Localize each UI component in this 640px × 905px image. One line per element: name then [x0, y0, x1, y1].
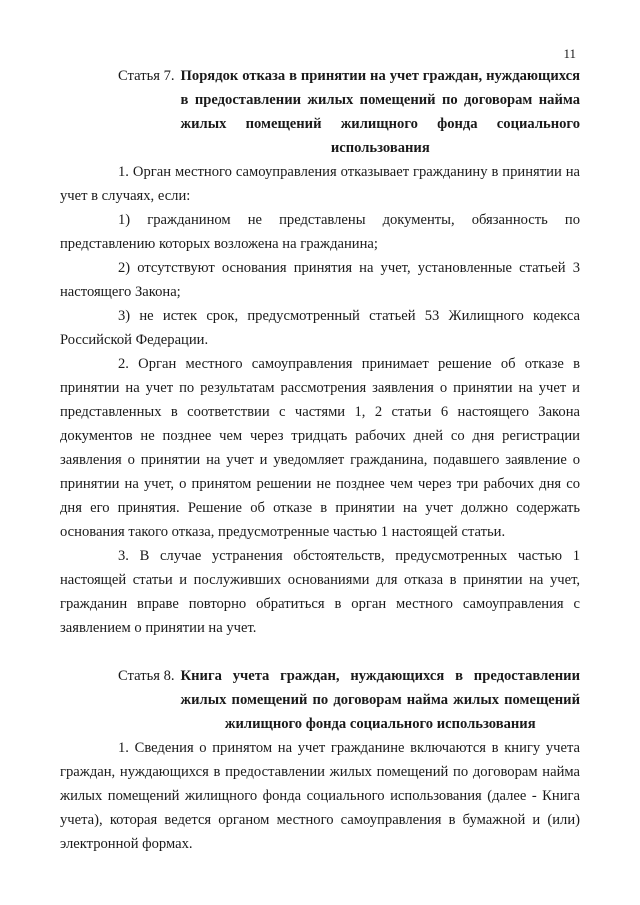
article-7-heading	[60, 64, 580, 160]
article-8-heading	[60, 664, 580, 736]
article-7-title: Порядок отказа в принятии на учет граждан, нуждающихся в предоставлении жилых помещений по договорам найма жилых помещений жилищного фонда социального использования	[180, 68, 580, 156]
document-body	[60, 64, 580, 856]
article-7-label: Статья 7.	[118, 68, 175, 84]
article-8-paragraph: 1. Сведения о принятом на учет гражданине включаются в книгу учета граждан, нуждающихся в предоставлении жилых помещений по договорам найма жилых помещений жилищного фонда социального использования (далее - Книга учета), которая ведется органом местного самоуправления в бумажной и (или) электронной формах.	[60, 740, 580, 852]
section-spacer	[60, 640, 580, 664]
article-8-title: Книга учета граждан, нуждающихся в предоставлении жилых помещений по договорам найма жилых помещений жилищного фонда социального использования	[180, 668, 580, 732]
article-7-paragraph: 3. В случае устранения обстоятельств, предусмотренных частью 1 настоящей статьи и послуживших основаниями для отказа в принятии на учет, гражданин вправе повторно обратиться в орган местного самоуправления с заявлением о принятии на учет.	[60, 548, 580, 636]
article-7-paragraph: 1) гражданином не представлены документы, обязанность по представлению которых возложена на гражданина;	[60, 212, 580, 252]
page-number: 11	[563, 46, 576, 61]
article-7-paragraph: 2. Орган местного самоуправления принимает решение об отказе в принятии на учет по результатам рассмотрения заявления о принятии на учет и представленных в соответствии с частями 1, 2 статьи 6 настоящего Закона документов не позднее чем через тридцать рабочих дней со дня регистрации заявления о принятии на учет и уведомляет гражданина, подавшего заявление о принятии на учет, о принятом решении не позднее чем через три рабочих дня со дня его принятия. Решение об отказе в принятии на учет должно содержать основания такого отказа, предусмотренные частью 1 настоящей статьи.	[60, 356, 580, 540]
article-7-paragraph: 2) отсутствуют основания принятия на учет, установленные статьей 3 настоящего Закона;	[60, 260, 580, 300]
article-7-paragraph: 1. Орган местного самоуправления отказывает гражданину в принятии на учет в случаях, если:	[60, 164, 580, 204]
article-8-label: Статья 8.	[118, 668, 175, 684]
article-7-paragraph: 3) не истек срок, предусмотренный статьей 53 Жилищного кодекса Российской Федерации.	[60, 308, 580, 348]
